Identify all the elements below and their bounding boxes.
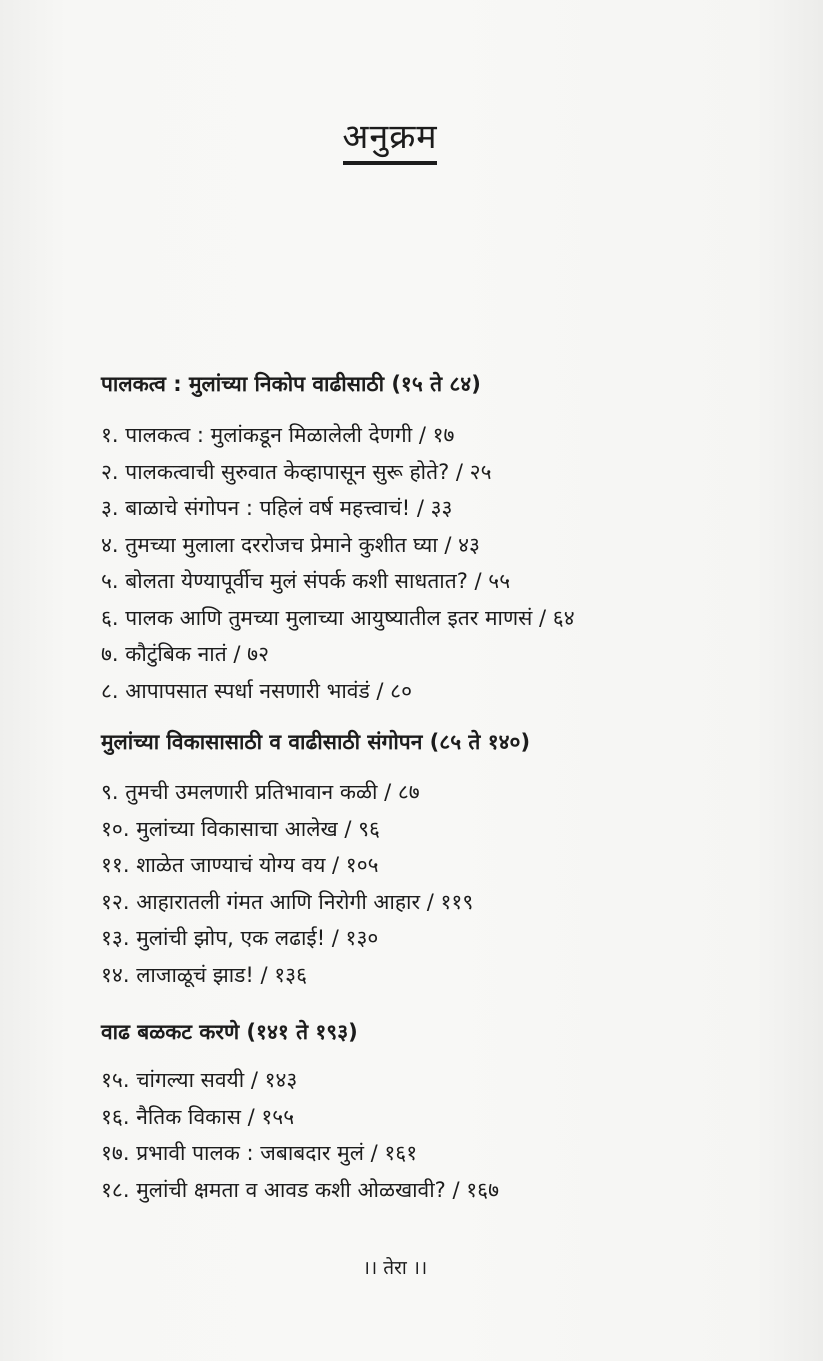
page-title: अनुक्रम (342, 117, 438, 157)
toc-entry-8: ८. आपापसात स्पर्धा नसणारी भावंडं / ८० (101, 679, 412, 703)
page-number-footer: ।। तेरा ।। (362, 1257, 428, 1279)
toc-entry-13: १३. मुलांची झोप, एक लढाई! / १३० (101, 926, 379, 950)
toc-entry-14: १४. लाजाळूचं झाड! / १३६ (101, 963, 308, 987)
toc-entry-12: १२. आहारातली गंमत आणि निरोगी आहार / ११९ (101, 890, 474, 914)
toc-entry-17: १७. प्रभावी पालक : जबाबदार मुलं / १६१ (101, 1141, 418, 1165)
toc-entry-7: ७. कौटुंबिक नातं / ७२ (101, 642, 269, 666)
section-heading-2: मुलांच्या विकासासाठी व वाढीसाठी संगोपन (८५ ते १४०) (101, 730, 531, 754)
toc-entry-6: ६. पालक आणि तुमच्या मुलाच्या आयुष्यातील इतर माणसं / ६४ (101, 606, 575, 630)
section-heading-1: पालकत्व : मुलांच्या निकोप वाढीसाठी (१५ ते ८४) (101, 372, 481, 396)
toc-entry-10: १०. मुलांच्या विकासाचा आलेख / ९६ (101, 817, 380, 841)
toc-entry-5: ५. बोलता येण्यापूर्वीच मुलं संपर्क कशी साधतात? / ५५ (101, 569, 511, 593)
toc-entry-18: १८. मुलांची क्षमता व आवड कशी ओळखावी? / १६७ (101, 1178, 500, 1202)
toc-entry-4: ४. तुमच्या मुलाला दररोजच प्रेमाने कुशीत घ्या / ४३ (101, 533, 480, 557)
toc-entry-2: २. पालकत्वाची सुरुवात केव्हापासून सुरू होते? / २५ (101, 460, 492, 484)
section-heading-3: वाढ बळकट करणे (१४१ ते १९३) (101, 1020, 358, 1044)
toc-entry-11: ११. शाळेत जाण्याचं योग्य वय / १०५ (101, 853, 379, 877)
toc-entry-9: ९. तुमची उमलणारी प्रतिभावान कळी / ८७ (101, 780, 420, 804)
toc-entry-15: १५. चांगल्या सवयी / १४३ (101, 1068, 298, 1092)
toc-entry-3: ३. बाळाचे संगोपन : पहिलं वर्ष महत्त्वाचं! / ३३ (101, 496, 453, 520)
toc-entry-1: १. पालकत्व : मुलांकडून मिळालेली देणगी / १७ (101, 423, 455, 447)
title-underline (343, 161, 437, 165)
toc-entry-16: १६. नैतिक विकास / १५५ (101, 1105, 295, 1129)
